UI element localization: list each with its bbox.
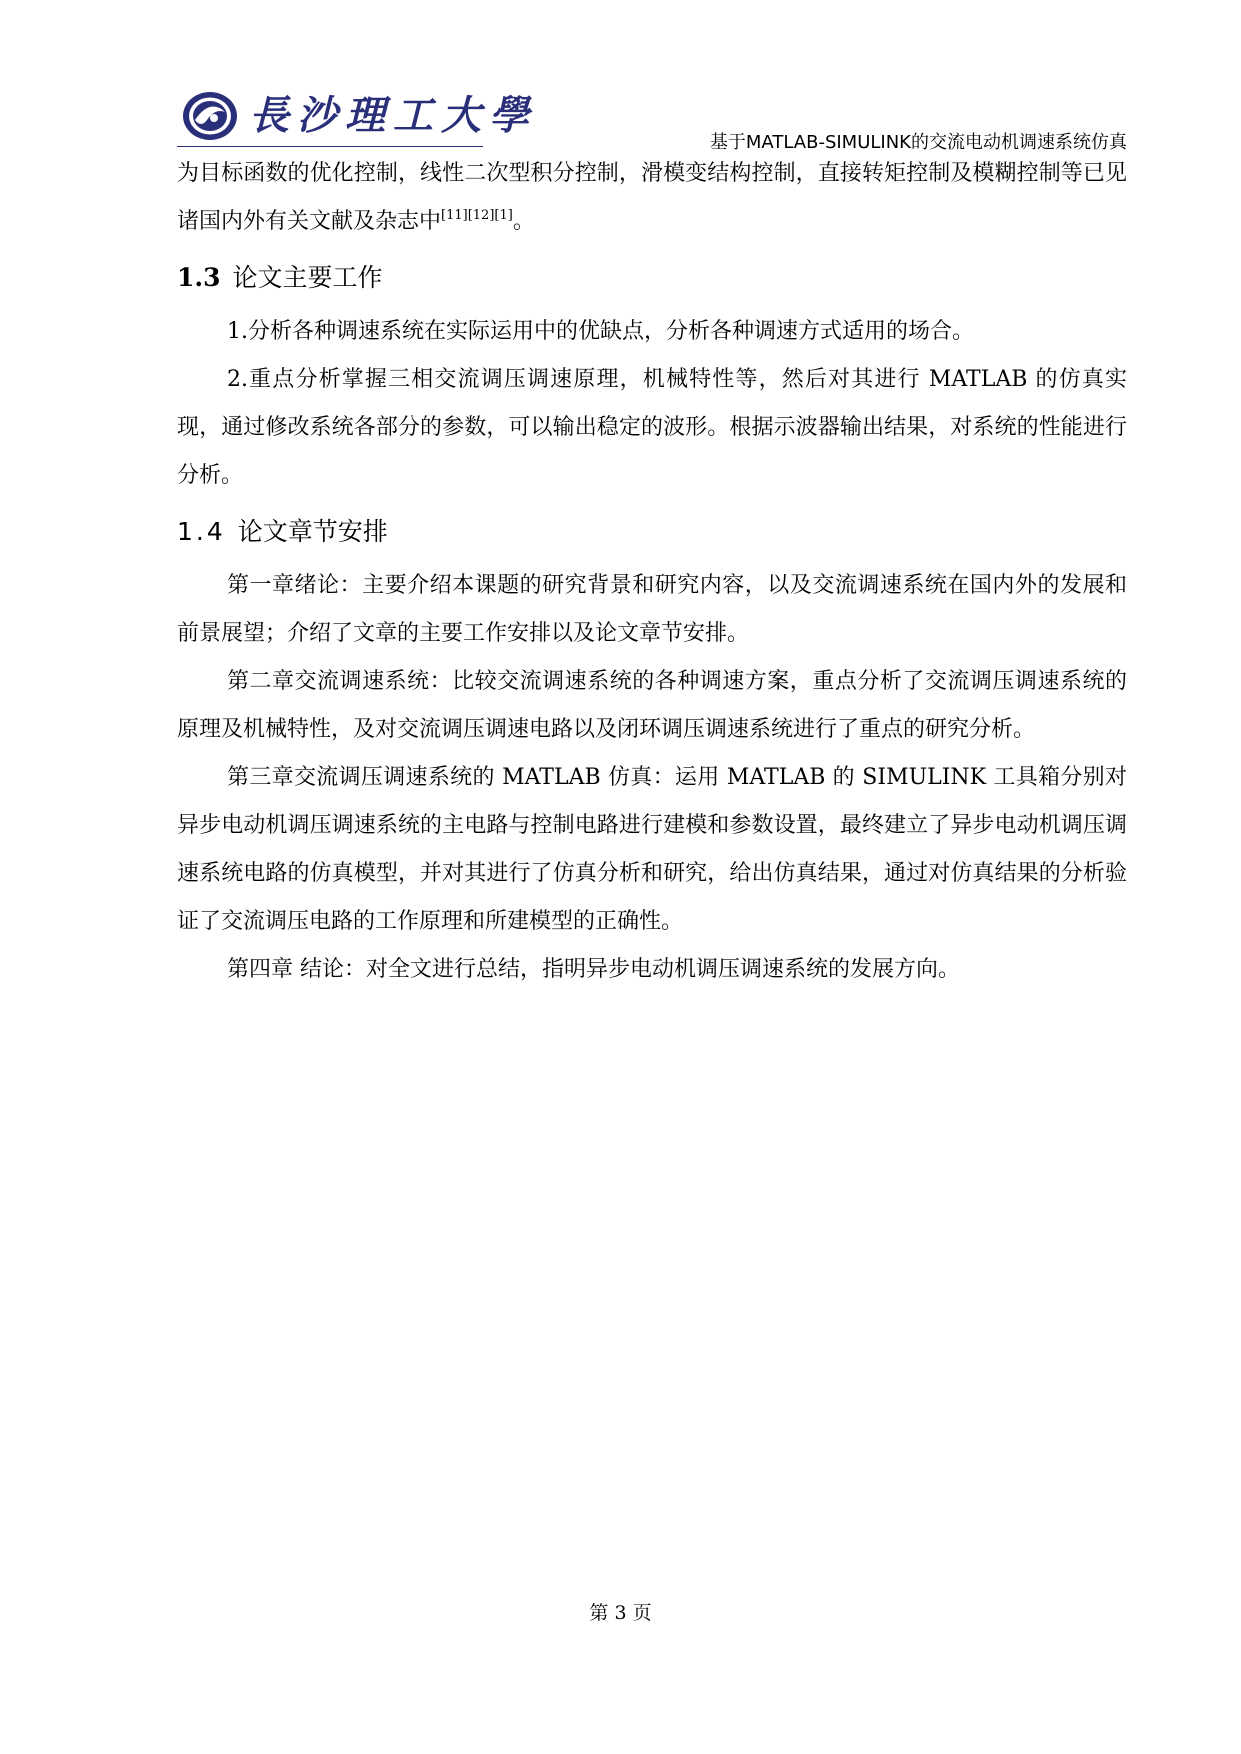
section-heading-1-3 (177, 254, 1127, 302)
intro-text: 为目标函数的优化控制，线性二次型积分控制，滑模变结构控制，直接转矩控制及模糊控制等已见诸国内外有关文献及杂志中 (177, 161, 1127, 234)
section-number: 1.3 (177, 263, 221, 292)
citation-refs: [11][12][1] (441, 208, 513, 223)
section-heading-1-4 (177, 508, 1127, 556)
header-rule (177, 146, 483, 147)
work-item-2: 2.重点分析掌握三相交流调压调速原理，机械特性等，然后对其进行 MATLAB 的仿真实现，通过修改系统各部分的参数，可以输出稳定的波形。根据示波器输出结果，对系统的性能进行分析。 (177, 367, 1127, 488)
logo-text: 長沙理工大學 (249, 92, 537, 139)
chapter-4-paragraph: 第四章 结论：对全文进行总结，指明异步电动机调压调速系统的发展方向。 (227, 957, 960, 982)
intro-paragraph (177, 150, 1127, 246)
work-item-1: 1.分析各种调速系统在实际运用中的优缺点，分析各种调速方式适用的场合。 (227, 319, 974, 344)
section-number: 1.4 (177, 517, 226, 546)
running-title: 基于MATLAB-SIMULINK的交流电动机调速系统仿真 (709, 132, 1127, 153)
page-content (177, 150, 1127, 994)
university-emblem-icon (181, 90, 239, 142)
section-title: 论文章节安排 (237, 517, 388, 546)
section-title: 论文主要工作 (232, 263, 383, 292)
chapter-3-paragraph: 第三章交流调压调速系统的 MATLAB 仿真：运用 MATLAB 的 SIMULINK 工具箱分别对异步电动机调压调速系统的主电路与控制电路进行建模和参数设置，最终建立了异步电动机调压调速系统电路的仿真模型，并对其进行了仿真分析和研究，给出仿真结果，通过对仿真结果的分析验证了交流调压电路的工作原理和所建模型的正确性。 (177, 765, 1127, 934)
intro-end: 。 (512, 209, 535, 234)
chapter-2-paragraph: 第二章交流调速系统：比较交流调速系统的各种调速方案，重点分析了交流调压调速系统的原理及机械特性，及对交流调压调速电路以及闭环调压调速系统进行了重点的研究分析。 (177, 669, 1127, 742)
university-logo (177, 88, 537, 146)
page-header (177, 88, 1127, 153)
page-number: 第 3 页 (589, 1602, 652, 1624)
chapter-1-paragraph: 第一章绪论：主要介绍本课题的研究背景和研究内容，以及交流调速系统在国内外的发展和前景展望；介绍了文章的主要工作安排以及论文章节安排。 (177, 573, 1127, 646)
